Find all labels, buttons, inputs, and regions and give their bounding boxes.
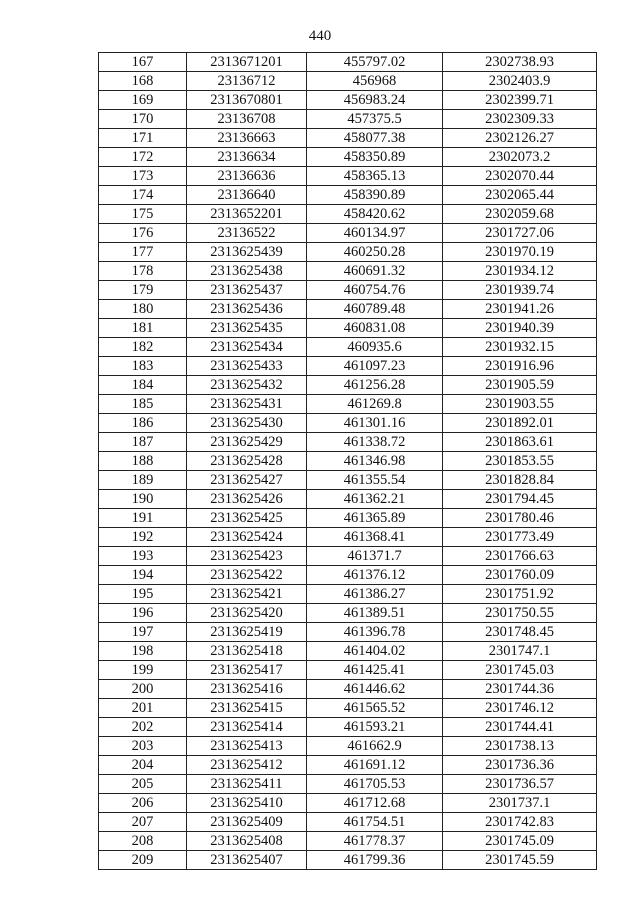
- x-coordinate-cell: 458420.62: [307, 205, 443, 224]
- point-id-cell: 2313625425: [187, 509, 307, 528]
- table-row: [99, 186, 597, 205]
- y-coordinate-cell: 2301916.96: [443, 357, 597, 376]
- point-id-cell: 2313625410: [187, 794, 307, 813]
- x-coordinate-cell: 461346.98: [307, 452, 443, 471]
- y-coordinate-cell: 2301941.26: [443, 300, 597, 319]
- x-coordinate-cell: 461301.16: [307, 414, 443, 433]
- point-id-cell: 2313625438: [187, 262, 307, 281]
- point-id-cell: 2313625434: [187, 338, 307, 357]
- y-coordinate-cell: 2301828.84: [443, 471, 597, 490]
- x-coordinate-cell: 461396.78: [307, 623, 443, 642]
- point-id-cell: 23136712: [187, 72, 307, 91]
- table-row: [99, 585, 597, 604]
- table-body: [99, 53, 597, 870]
- table-row: [99, 53, 597, 72]
- row-index-cell: 178: [99, 262, 187, 281]
- y-coordinate-cell: 2301932.15: [443, 338, 597, 357]
- y-coordinate-cell: 2301742.83: [443, 813, 597, 832]
- table-row: [99, 148, 597, 167]
- table-row: [99, 319, 597, 338]
- row-index-cell: 172: [99, 148, 187, 167]
- table-row: [99, 300, 597, 319]
- row-index-cell: 169: [99, 91, 187, 110]
- row-index-cell: 186: [99, 414, 187, 433]
- x-coordinate-cell: 461362.21: [307, 490, 443, 509]
- x-coordinate-cell: 461371.7: [307, 547, 443, 566]
- point-id-cell: 2313625427: [187, 471, 307, 490]
- point-id-cell: 2313625428: [187, 452, 307, 471]
- row-index-cell: 194: [99, 566, 187, 585]
- row-index-cell: 197: [99, 623, 187, 642]
- x-coordinate-cell: 458390.89: [307, 186, 443, 205]
- point-id-cell: 2313625415: [187, 699, 307, 718]
- x-coordinate-cell: 458365.13: [307, 167, 443, 186]
- table-row: [99, 471, 597, 490]
- row-index-cell: 180: [99, 300, 187, 319]
- row-index-cell: 171: [99, 129, 187, 148]
- row-index-cell: 193: [99, 547, 187, 566]
- table-row: [99, 528, 597, 547]
- y-coordinate-cell: 2301746.12: [443, 699, 597, 718]
- point-id-cell: 23136634: [187, 148, 307, 167]
- x-coordinate-cell: 460691.32: [307, 262, 443, 281]
- row-index-cell: 191: [99, 509, 187, 528]
- table-row: [99, 243, 597, 262]
- y-coordinate-cell: 2301751.92: [443, 585, 597, 604]
- x-coordinate-cell: 461368.41: [307, 528, 443, 547]
- row-index-cell: 189: [99, 471, 187, 490]
- x-coordinate-cell: 461799.36: [307, 851, 443, 870]
- row-index-cell: 175: [99, 205, 187, 224]
- x-coordinate-cell: 458350.89: [307, 148, 443, 167]
- x-coordinate-cell: 461404.02: [307, 642, 443, 661]
- point-id-cell: 2313625435: [187, 319, 307, 338]
- table-row: [99, 433, 597, 452]
- y-coordinate-cell: 2301744.41: [443, 718, 597, 737]
- x-coordinate-cell: 461691.12: [307, 756, 443, 775]
- x-coordinate-cell: 461662.9: [307, 737, 443, 756]
- y-coordinate-cell: 2301744.36: [443, 680, 597, 699]
- coordinates-table: [98, 52, 597, 870]
- x-coordinate-cell: 461386.27: [307, 585, 443, 604]
- y-coordinate-cell: 2302399.71: [443, 91, 597, 110]
- row-index-cell: 202: [99, 718, 187, 737]
- y-coordinate-cell: 2301905.59: [443, 376, 597, 395]
- x-coordinate-cell: 461365.89: [307, 509, 443, 528]
- y-coordinate-cell: 2301773.49: [443, 528, 597, 547]
- y-coordinate-cell: 2301745.59: [443, 851, 597, 870]
- table-row: [99, 167, 597, 186]
- point-id-cell: 2313625423: [187, 547, 307, 566]
- point-id-cell: 23136708: [187, 110, 307, 129]
- table-row: [99, 775, 597, 794]
- point-id-cell: 2313625433: [187, 357, 307, 376]
- point-id-cell: 2313625414: [187, 718, 307, 737]
- x-coordinate-cell: 460789.48: [307, 300, 443, 319]
- row-index-cell: 190: [99, 490, 187, 509]
- x-coordinate-cell: 461256.28: [307, 376, 443, 395]
- point-id-cell: 2313625408: [187, 832, 307, 851]
- y-coordinate-cell: 2302065.44: [443, 186, 597, 205]
- point-id-cell: 2313625409: [187, 813, 307, 832]
- y-coordinate-cell: 2302309.33: [443, 110, 597, 129]
- row-index-cell: 181: [99, 319, 187, 338]
- point-id-cell: 2313625437: [187, 281, 307, 300]
- row-index-cell: 204: [99, 756, 187, 775]
- x-coordinate-cell: 461425.41: [307, 661, 443, 680]
- row-index-cell: 199: [99, 661, 187, 680]
- table-row: [99, 110, 597, 129]
- y-coordinate-cell: 2301863.61: [443, 433, 597, 452]
- point-id-cell: 2313625413: [187, 737, 307, 756]
- y-coordinate-cell: 2301736.36: [443, 756, 597, 775]
- y-coordinate-cell: 2301737.1: [443, 794, 597, 813]
- y-coordinate-cell: 2301747.1: [443, 642, 597, 661]
- y-coordinate-cell: 2301853.55: [443, 452, 597, 471]
- x-coordinate-cell: 458077.38: [307, 129, 443, 148]
- table-row: [99, 414, 597, 433]
- y-coordinate-cell: 2302126.27: [443, 129, 597, 148]
- row-index-cell: 177: [99, 243, 187, 262]
- table-row: [99, 547, 597, 566]
- table-row: [99, 129, 597, 148]
- y-coordinate-cell: 2301727.06: [443, 224, 597, 243]
- row-index-cell: 170: [99, 110, 187, 129]
- row-index-cell: 198: [99, 642, 187, 661]
- y-coordinate-cell: 2301760.09: [443, 566, 597, 585]
- point-id-cell: 2313625439: [187, 243, 307, 262]
- row-index-cell: 192: [99, 528, 187, 547]
- table-row: [99, 661, 597, 680]
- y-coordinate-cell: 2302059.68: [443, 205, 597, 224]
- row-index-cell: 184: [99, 376, 187, 395]
- point-id-cell: 2313625418: [187, 642, 307, 661]
- table-row: [99, 813, 597, 832]
- y-coordinate-cell: 2302070.44: [443, 167, 597, 186]
- row-index-cell: 185: [99, 395, 187, 414]
- point-id-cell: 2313625416: [187, 680, 307, 699]
- x-coordinate-cell: 461712.68: [307, 794, 443, 813]
- table-row: [99, 338, 597, 357]
- y-coordinate-cell: 2301939.74: [443, 281, 597, 300]
- row-index-cell: 188: [99, 452, 187, 471]
- point-id-cell: 2313625424: [187, 528, 307, 547]
- table-row: [99, 642, 597, 661]
- table-row: [99, 832, 597, 851]
- point-id-cell: 2313625421: [187, 585, 307, 604]
- x-coordinate-cell: 461446.62: [307, 680, 443, 699]
- row-index-cell: 200: [99, 680, 187, 699]
- y-coordinate-cell: 2301736.57: [443, 775, 597, 794]
- row-index-cell: 208: [99, 832, 187, 851]
- y-coordinate-cell: 2301903.55: [443, 395, 597, 414]
- table-row: [99, 376, 597, 395]
- x-coordinate-cell: 461778.37: [307, 832, 443, 851]
- point-id-cell: 2313625420: [187, 604, 307, 623]
- row-index-cell: 201: [99, 699, 187, 718]
- row-index-cell: 206: [99, 794, 187, 813]
- point-id-cell: 23136636: [187, 167, 307, 186]
- table-row: [99, 680, 597, 699]
- x-coordinate-cell: 456968: [307, 72, 443, 91]
- x-coordinate-cell: 460935.6: [307, 338, 443, 357]
- y-coordinate-cell: 2301794.45: [443, 490, 597, 509]
- row-index-cell: 187: [99, 433, 187, 452]
- x-coordinate-cell: 460250.28: [307, 243, 443, 262]
- point-id-cell: 2313625429: [187, 433, 307, 452]
- y-coordinate-cell: 2301970.19: [443, 243, 597, 262]
- y-coordinate-cell: 2301780.46: [443, 509, 597, 528]
- table-row: [99, 91, 597, 110]
- x-coordinate-cell: 455797.02: [307, 53, 443, 72]
- point-id-cell: 2313625432: [187, 376, 307, 395]
- row-index-cell: 173: [99, 167, 187, 186]
- point-id-cell: 2313625419: [187, 623, 307, 642]
- row-index-cell: 174: [99, 186, 187, 205]
- x-coordinate-cell: 461269.8: [307, 395, 443, 414]
- table-row: [99, 281, 597, 300]
- point-id-cell: 2313625431: [187, 395, 307, 414]
- x-coordinate-cell: 461376.12: [307, 566, 443, 585]
- y-coordinate-cell: 2301766.63: [443, 547, 597, 566]
- table-row: [99, 205, 597, 224]
- x-coordinate-cell: 461705.53: [307, 775, 443, 794]
- point-id-cell: 2313625411: [187, 775, 307, 794]
- table-row: [99, 756, 597, 775]
- y-coordinate-cell: 2301892.01: [443, 414, 597, 433]
- table-row: [99, 509, 597, 528]
- y-coordinate-cell: 2302738.93: [443, 53, 597, 72]
- row-index-cell: 207: [99, 813, 187, 832]
- x-coordinate-cell: 461355.54: [307, 471, 443, 490]
- y-coordinate-cell: 2302073.2: [443, 148, 597, 167]
- x-coordinate-cell: 461338.72: [307, 433, 443, 452]
- x-coordinate-cell: 460754.76: [307, 281, 443, 300]
- point-id-cell: 2313652201: [187, 205, 307, 224]
- row-index-cell: 205: [99, 775, 187, 794]
- row-index-cell: 179: [99, 281, 187, 300]
- row-index-cell: 167: [99, 53, 187, 72]
- x-coordinate-cell: 460831.08: [307, 319, 443, 338]
- table-row: [99, 566, 597, 585]
- y-coordinate-cell: 2302403.9: [443, 72, 597, 91]
- row-index-cell: 203: [99, 737, 187, 756]
- row-index-cell: 209: [99, 851, 187, 870]
- y-coordinate-cell: 2301940.39: [443, 319, 597, 338]
- table-row: [99, 262, 597, 281]
- y-coordinate-cell: 2301745.09: [443, 832, 597, 851]
- table-row: [99, 623, 597, 642]
- x-coordinate-cell: 461389.51: [307, 604, 443, 623]
- table-row: [99, 851, 597, 870]
- table-row: [99, 72, 597, 91]
- x-coordinate-cell: 461593.21: [307, 718, 443, 737]
- row-index-cell: 182: [99, 338, 187, 357]
- row-index-cell: 195: [99, 585, 187, 604]
- point-id-cell: 2313625407: [187, 851, 307, 870]
- table-row: [99, 395, 597, 414]
- y-coordinate-cell: 2301750.55: [443, 604, 597, 623]
- row-index-cell: 196: [99, 604, 187, 623]
- y-coordinate-cell: 2301738.13: [443, 737, 597, 756]
- point-id-cell: 2313625422: [187, 566, 307, 585]
- row-index-cell: 176: [99, 224, 187, 243]
- x-coordinate-cell: 461097.23: [307, 357, 443, 376]
- table-row: [99, 357, 597, 376]
- point-id-cell: 2313670801: [187, 91, 307, 110]
- point-id-cell: 23136663: [187, 129, 307, 148]
- x-coordinate-cell: 456983.24: [307, 91, 443, 110]
- y-coordinate-cell: 2301934.12: [443, 262, 597, 281]
- point-id-cell: 2313625412: [187, 756, 307, 775]
- x-coordinate-cell: 461565.52: [307, 699, 443, 718]
- point-id-cell: 2313625426: [187, 490, 307, 509]
- y-coordinate-cell: 2301745.03: [443, 661, 597, 680]
- page-number: 440: [308, 28, 332, 44]
- point-id-cell: 23136522: [187, 224, 307, 243]
- x-coordinate-cell: 457375.5: [307, 110, 443, 129]
- row-index-cell: 168: [99, 72, 187, 91]
- point-id-cell: 2313625436: [187, 300, 307, 319]
- table-row: [99, 794, 597, 813]
- table-row: [99, 224, 597, 243]
- table-row: [99, 699, 597, 718]
- point-id-cell: 2313625417: [187, 661, 307, 680]
- table-row: [99, 718, 597, 737]
- point-id-cell: 2313625430: [187, 414, 307, 433]
- table-row: [99, 452, 597, 471]
- x-coordinate-cell: 460134.97: [307, 224, 443, 243]
- table-row: [99, 737, 597, 756]
- point-id-cell: 2313671201: [187, 53, 307, 72]
- row-index-cell: 183: [99, 357, 187, 376]
- table-row: [99, 490, 597, 509]
- table-row: [99, 604, 597, 623]
- y-coordinate-cell: 2301748.45: [443, 623, 597, 642]
- point-id-cell: 23136640: [187, 186, 307, 205]
- x-coordinate-cell: 461754.51: [307, 813, 443, 832]
